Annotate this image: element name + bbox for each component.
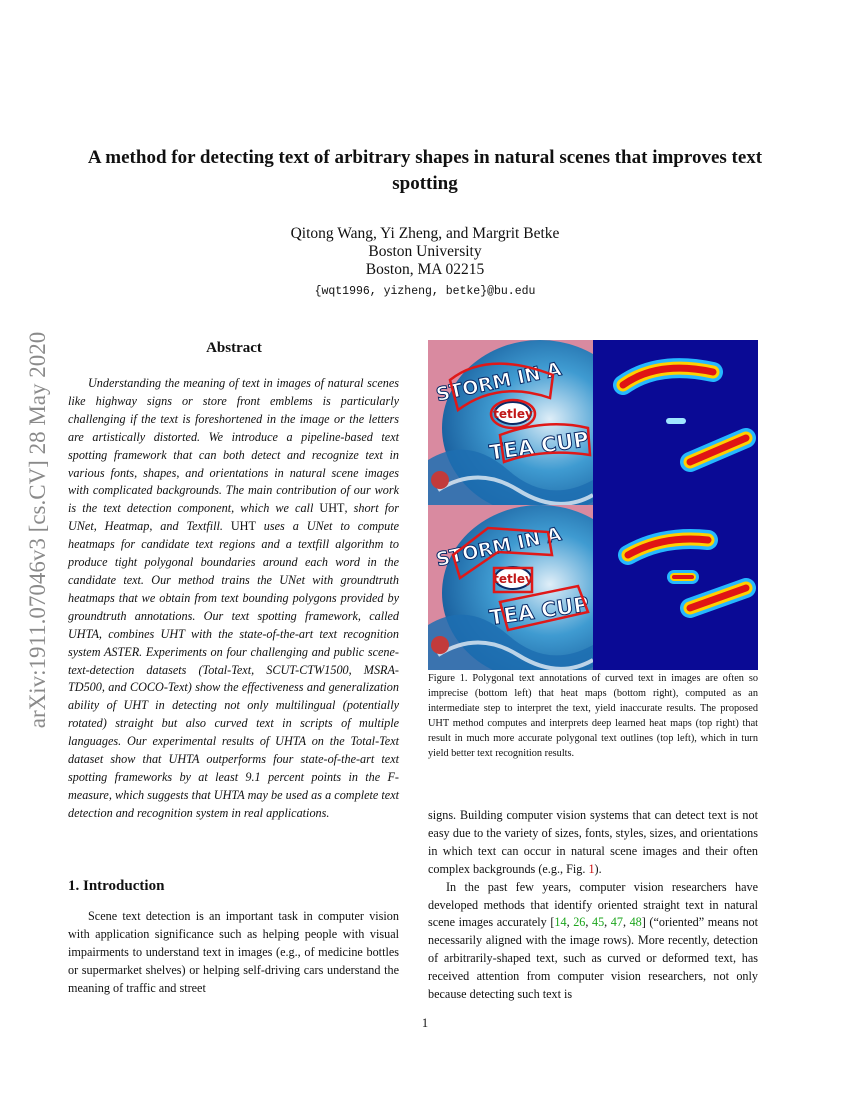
paragraph-text: ] (“oriented” means not necessarily aligned with the image rows). More recently, detection of arbitrarily-shaped text, such as curved or deformed text, has received attention from computer vision researchers, not only because detecting such text is: [428, 915, 759, 1002]
paragraph-text: signs. Building computer vision systems that can detect text is not easy due to the variety of sizes, fonts, styles, sizes, and orientations in which text can occur in natural scene images and their often complex backgrounds (e.g., Fig.: [428, 808, 758, 876]
figure-panel-top-right: [593, 340, 758, 505]
author-block: [60, 225, 790, 301]
citation-separator: ,: [604, 915, 611, 930]
citation-separator: ,: [622, 915, 630, 930]
citation-separator: ,: [585, 915, 592, 930]
author-names: Qitong Wang, Yi Zheng, and Margrit Betke: [290, 225, 560, 242]
paragraph-text: In the past few years, computer vision researchers have developed methods that identify oriented straight text in natural scene images accurately [: [428, 879, 758, 930]
abstract-uht-term: UHT: [319, 501, 345, 516]
author-location: Boston, MA 02215: [365, 261, 485, 278]
intro-paragraph-continued: [428, 807, 758, 879]
introduction-heading: 1. Introduction: [68, 878, 165, 894]
right-column-body: [428, 807, 758, 1004]
abstract-text-part2: , short for UNet, Heatmap, and Textfill.: [68, 501, 399, 534]
author-affiliation: Boston University: [368, 243, 482, 260]
paper-title: A method for detecting text of arbitrary shapes in natural scenes that improves text spotting: [87, 147, 763, 194]
figure-panel-bottom-right: [593, 505, 758, 670]
citation-link[interactable]: 47: [610, 915, 623, 930]
citation-link[interactable]: 14: [554, 915, 567, 930]
arxiv-identifier: arXiv:1911.07046v3 [cs.CV] 28 May 2020: [25, 331, 50, 729]
page-number: 1: [421, 1016, 429, 1030]
abstract-text-part3: uses a UNet to compute heatmaps for candidate text regions and a textfill algorithm to produce tight polygonal boundaries around each word in the candidate text. Our method trains the UNet with groundtruth heatmaps that we obtain from text bounding polygons provided by groundtruth annotations. Our text spotting framework, called UHTA, combines UHT with the state-of-the-art text recognition system ASTER. Experiments on four challenging and public scene-text-detection datasets (Total-Text, SCUT-CTW1500, MSRA-TD500, and COCO-Text) show the effectiveness and generalization ability of UHT in detecting not only multilingual (potentially rotated) straight but also curved text in scripts of multiple languages. Our experimental results of UHTA on the Total-Text dataset show that UHTA outperforms four state-of-the-art text spotting frameworks by at least 9.1 percent points in the F-measure, which suggests that UHTA may be used as a complete text detection and recognition system in real applications.: [68, 519, 399, 820]
author-email: {wqt1996, yizheng, betke}@bu.edu: [314, 285, 536, 298]
abstract-uht-term: UHT: [230, 519, 256, 534]
citation-link[interactable]: 26: [573, 915, 586, 930]
figure-1-caption: Figure 1. Polygonal text annotations of curved text in images are often so imprecise (bottom left) that heat maps (bottom right), computed as an intermediate step to interpret the text, yield inaccurate results. The proposed UHT method computes and interprets deep learned heat maps (top right) that result in much more accurate polygonal text outlines (top left), which in turn yield better text recognition results.: [428, 673, 758, 759]
abstract-text-part1: Understanding the meaning of text in images of natural scenes like highway signs or store front emblems is particularly challenging if the text is foreshortened in the image or the letters are artistically distorted. We introduce a pipeline-based text spotting framework that can both detect and recognize text in various fonts, shapes, and orientations in natural scene images with complicated backgrounds. The main contribution of our work is the text detection component, which we call: [68, 376, 399, 516]
abstract-heading: Abstract: [206, 340, 262, 356]
figure-reference-link[interactable]: 1: [588, 861, 595, 876]
citation-link[interactable]: 48: [629, 915, 642, 930]
citation-separator: ,: [566, 915, 574, 930]
citation-link[interactable]: 45: [591, 915, 605, 930]
abstract-text: [68, 375, 399, 823]
paragraph-text: ).: [594, 861, 602, 876]
introduction-paragraph: Scene text detection is an important task in computer vision with application significance such as helping people with visual impairments to understand text in images (e.g., of medicine bottles or supermarket shelves) or helping self-driving cars understand the meaning of traffic and street: [68, 909, 399, 995]
figure-1-image: [428, 340, 758, 670]
intro-paragraph-2: [428, 879, 758, 1004]
